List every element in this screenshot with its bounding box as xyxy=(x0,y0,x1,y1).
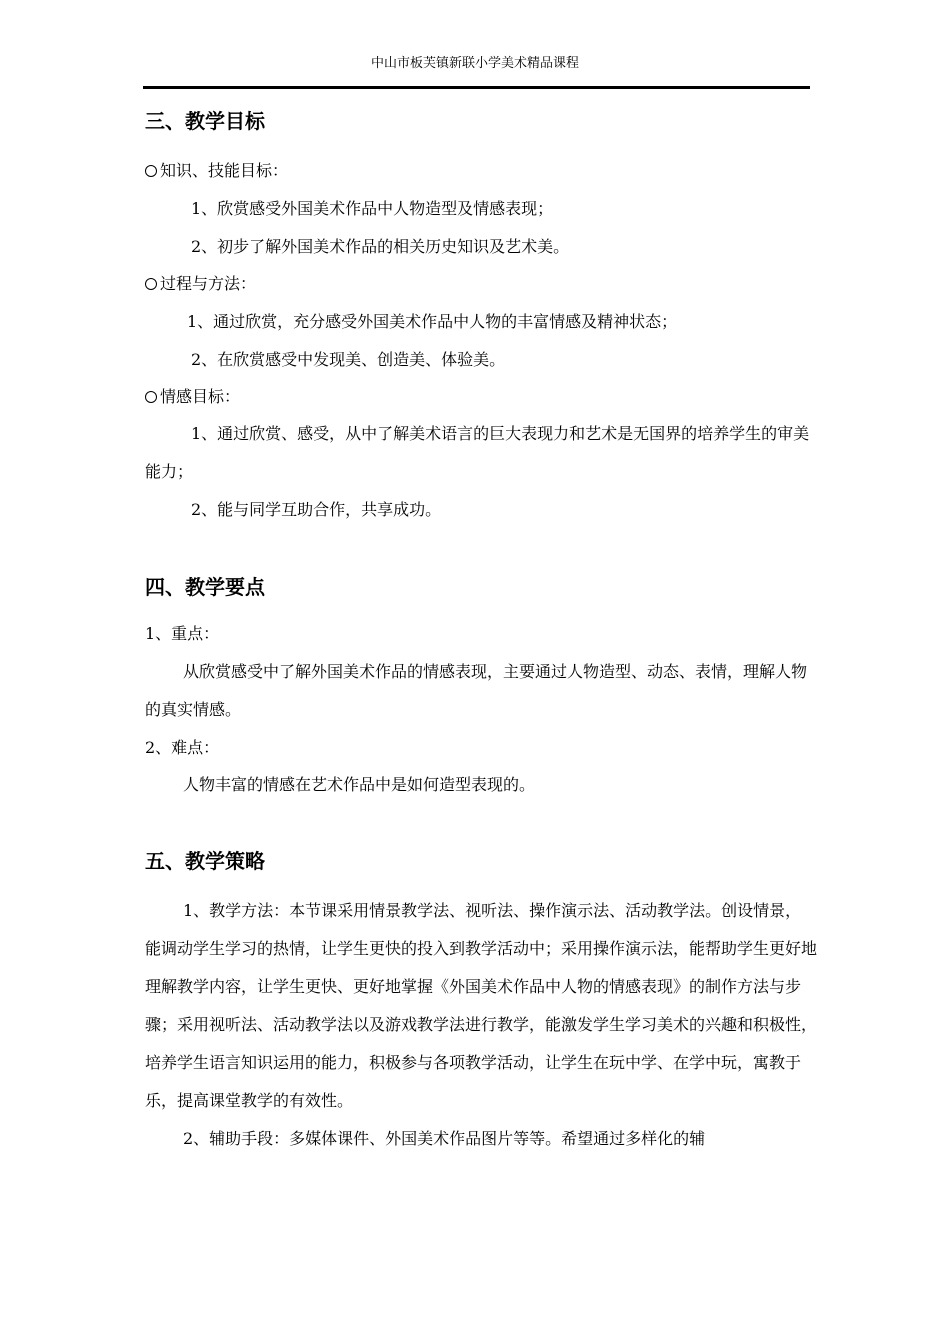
difficulty-text: 人物丰富的情感在艺术作品中是如何造型表现的。 xyxy=(183,775,536,794)
knowledge-item-1: 1、欣赏感受外国美术作品中人物造型及情感表现； xyxy=(191,199,554,218)
circle-bullet-icon xyxy=(145,165,157,177)
circle-bullet-icon xyxy=(145,278,157,290)
process-item-2: 2、在欣赏感受中发现美、创造美、体验美。 xyxy=(191,350,506,369)
goal-group-process xyxy=(145,272,817,296)
goal-group-knowledge xyxy=(145,159,817,183)
header-divider xyxy=(143,86,810,89)
knowledge-label: 知识、技能目标： xyxy=(160,161,289,180)
page-header: 中山市板芙镇新联小学美术精品课程 xyxy=(370,56,579,71)
knowledge-item-2: 2、初步了解外国美术作品的相关历史知识及艺术美。 xyxy=(191,237,570,256)
section-key-points xyxy=(145,572,817,797)
circle-bullet-icon xyxy=(145,391,157,403)
document-body xyxy=(145,106,817,1158)
difficulty-label: 2、难点： xyxy=(145,738,220,757)
section-strategy xyxy=(145,846,817,1158)
section-teaching-goals xyxy=(145,106,817,522)
method-text: 1、教学方法：本节课采用情景教学法、视听法、操作演示法、活动教学法。创设情景，能调动学生学习的热情，让学生更快的投入到教学活动中；采用操作演示法，能帮助学生更好地理解教学内容，让学生更快、更好地掌握《外国美术作品中人物的情感表现》的制作方法与步骤；采用视听法、活动教学法以及游戏教学法进行教学，能激发学生学习美术的兴趣和积极性，培养学生语言知识运用的能力，积极参与各项教学活动，让学生在玩中学、在学中玩，寓教于乐，提高课堂教学的有效性。 xyxy=(145,901,818,1110)
emotion-item-1: 1、通过欣赏、感受，从中了解美术语言的巨大表现力和艺术是无国界的培养学生的审美能力； xyxy=(145,424,810,481)
process-label: 过程与方法： xyxy=(160,274,257,293)
section-title-goals: 三、教学目标 xyxy=(145,109,265,133)
process-item-1: 1、通过欣赏，充分感受外国美术作品中人物的丰富情感及精神状态； xyxy=(187,312,678,331)
goal-group-emotion xyxy=(145,385,817,409)
aids-text: 2、辅助手段：多媒体课件、外国美术作品图片等等。希望通过多样化的辅 xyxy=(183,1129,706,1148)
focus-label: 1、重点： xyxy=(145,624,220,643)
focus-text: 从欣赏感受中了解外国美术作品的情感表现，主要通过人物造型、动态、表情，理解人物的真实情感。 xyxy=(145,662,808,719)
section-title-key-points: 四、教学要点 xyxy=(145,575,265,599)
emotion-label: 情感目标： xyxy=(160,387,241,406)
emotion-item-2: 2、能与同学互助合作，共享成功。 xyxy=(191,500,442,519)
section-title-strategy: 五、教学策略 xyxy=(145,849,265,873)
